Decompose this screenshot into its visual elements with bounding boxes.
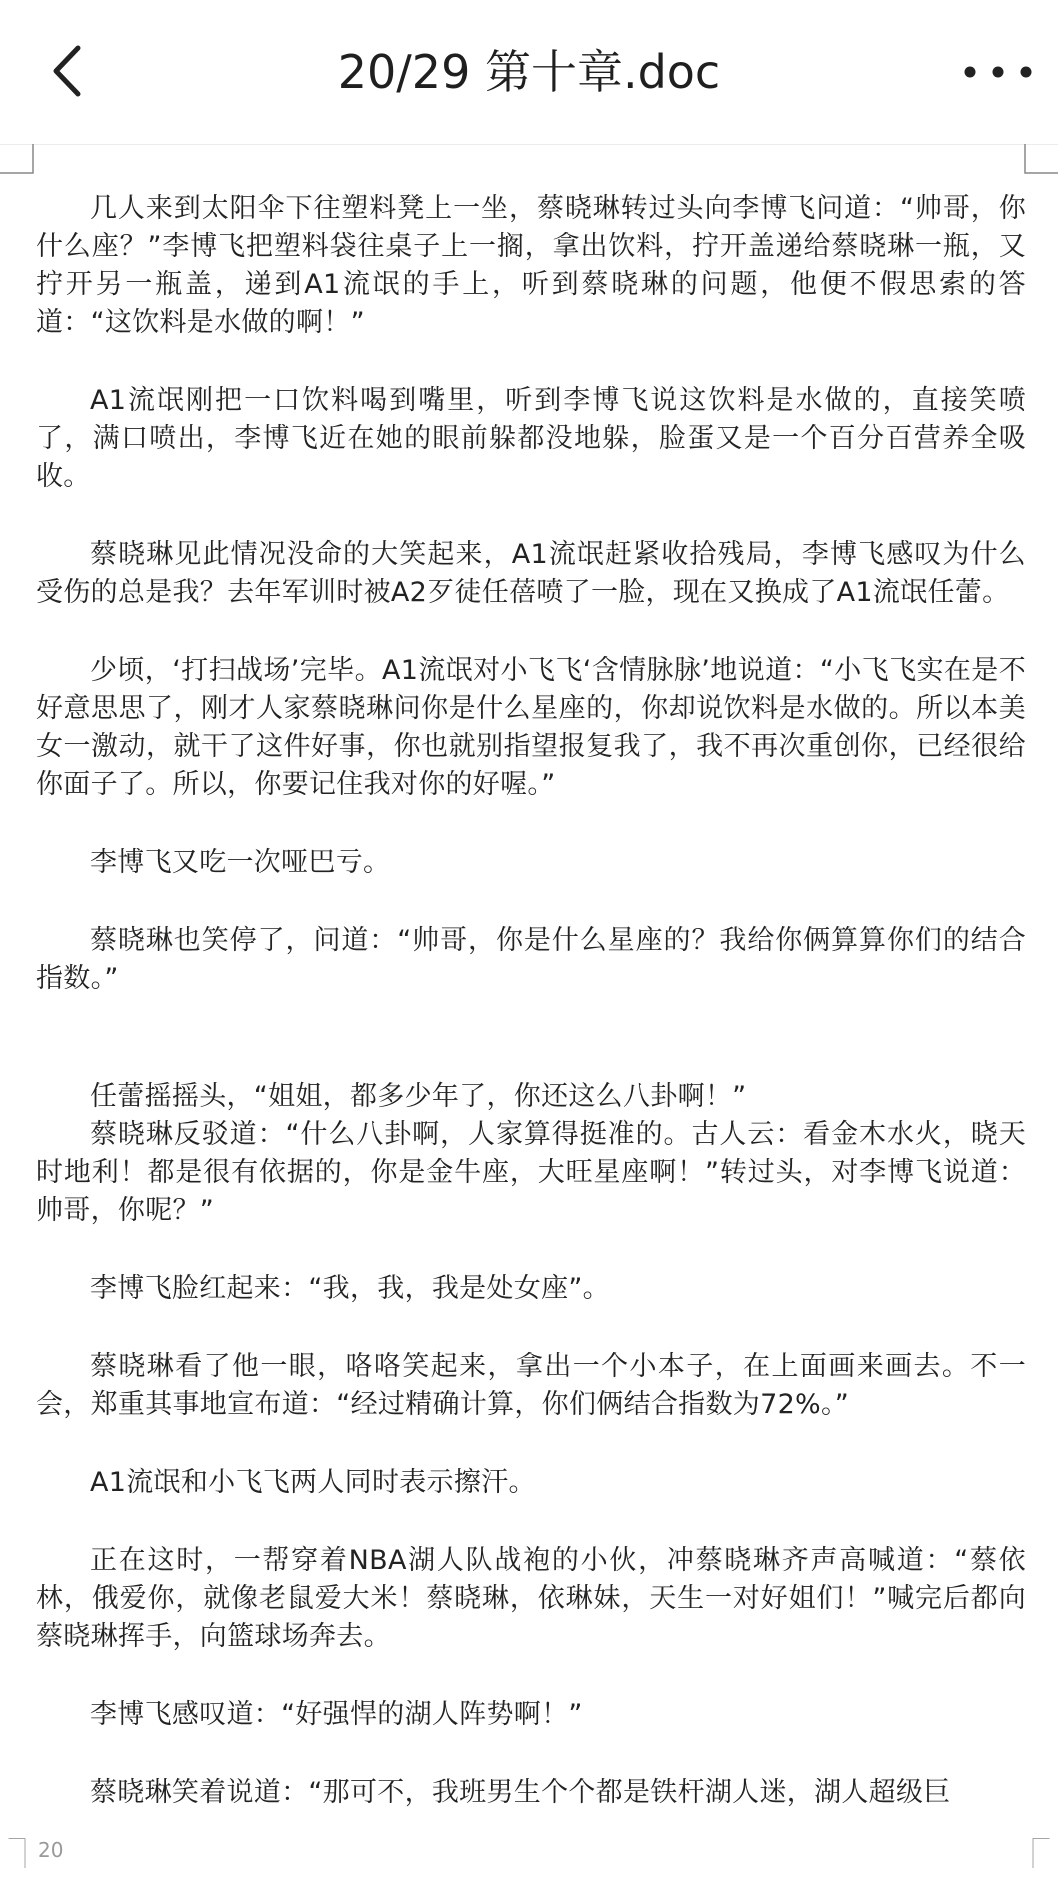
page-corner-mark-top-right [1024,144,1058,174]
paragraph: 蔡晓琳反驳道：“什么八卦啊，人家算得挺准的。古人云：看金木水火，晓天时地利！都是很有依据的，你是金牛座，大旺星座啊！”转过头，对李博飞说道：帅哥，你呢？” [36,1119,1026,1226]
paragraph: 蔡晓琳也笑停了，问道：“帅哥，你是什么星座的？我给你俩算算你们的结合指数。” [36,925,1026,994]
more-options-button[interactable] [956,46,1040,98]
paragraph: 蔡晓琳看了他一眼，咯咯笑起来，拿出一个小本子，在上面画来画去。不一会，郑重其事地宣布道：“经过精确计算，你们俩结合指数为72%。” [36,1351,1026,1420]
top-bar [0,0,1058,145]
paragraph: 任蕾摇摇头，“姐姐，都多少年了，你还这么八卦啊！” [90,1081,747,1112]
paragraph: 蔡晓琳见此情况没命的大笑起来，A1流氓赶紧收拾残局，李博飞感叹为什么受伤的总是我？去年军训时被A2歹徒任蓓喷了一脸，现在又换成了A1流氓任蕾。 [36,539,1026,608]
paragraph: 蔡晓琳笑着说道：“那可不，我班男生个个都是铁杆湖人迷，湖人超级巨 [90,1777,951,1808]
chevron-left-icon [40,36,100,106]
paragraph: 几人来到太阳伞下往塑料凳上一坐，蔡晓琳转过头向李博飞问道：“帅哥，你什么座？”李博飞把塑料袋往桌子上一搁，拿出饮料，拧开盖递给蔡晓琳一瓶，又拧开另一瓶盖，递到A1流氓的手上，听到蔡晓琳的问题，他便不假思索的答道：“这饮料是水做的啊！” [36,193,1026,338]
paragraph: 少顷，‘打扫战场’完毕。A1流氓对小飞飞‘含情脉脉’地说道：“小飞飞实在是不好意思思了，刚才人家蔡晓琳问你是什么星座的，你却说饮料是水做的。所以本美女一激动，就干了这件好事，你也就别指望报复我了，我不再次重创你，已经很给你面子了。所以，你要记住我对你的好喔。” [36,655,1026,800]
page-corner-mark-bottom-right [1024,1838,1058,1868]
paragraph: 李博飞脸红起来：“我，我，我是处女座”。 [90,1273,610,1304]
more-horizontal-icon [956,46,1040,98]
paragraph: 李博飞又吃一次哑巴亏。 [90,847,391,878]
paragraph: 正在这时，一帮穿着NBA湖人队战袍的小伙，冲蔡晓琳齐声高喊道：“蔡依林，俄爱你，就像老鼠爱大米！蔡晓琳，依琳妹，天生一对好姐们！”喊完后都向蔡晓琳挥手，向篮球场奔去。 [36,1545,1026,1652]
page-corner-mark-top-left [0,144,34,174]
paragraph: A1流氓和小飞飞两人同时表示擦汗。 [90,1467,536,1498]
page-corner-mark-bottom-left [0,1838,34,1868]
document-title: 20/29 第十章.doc [337,45,721,99]
page-number: 20 [38,1838,64,1862]
paragraph: A1流氓刚把一口饮料喝到嘴里，听到李博飞说这饮料是水做的，直接笑喷了，满口喷出，李博飞近在她的眼前躲都没地躲，脸蛋又是一个百分百营养全吸收。 [36,385,1026,492]
document-page [36,190,1026,1812]
paragraph: 李博飞感叹道：“好强悍的湖人阵势啊！” [90,1699,583,1730]
back-button[interactable] [40,36,100,106]
